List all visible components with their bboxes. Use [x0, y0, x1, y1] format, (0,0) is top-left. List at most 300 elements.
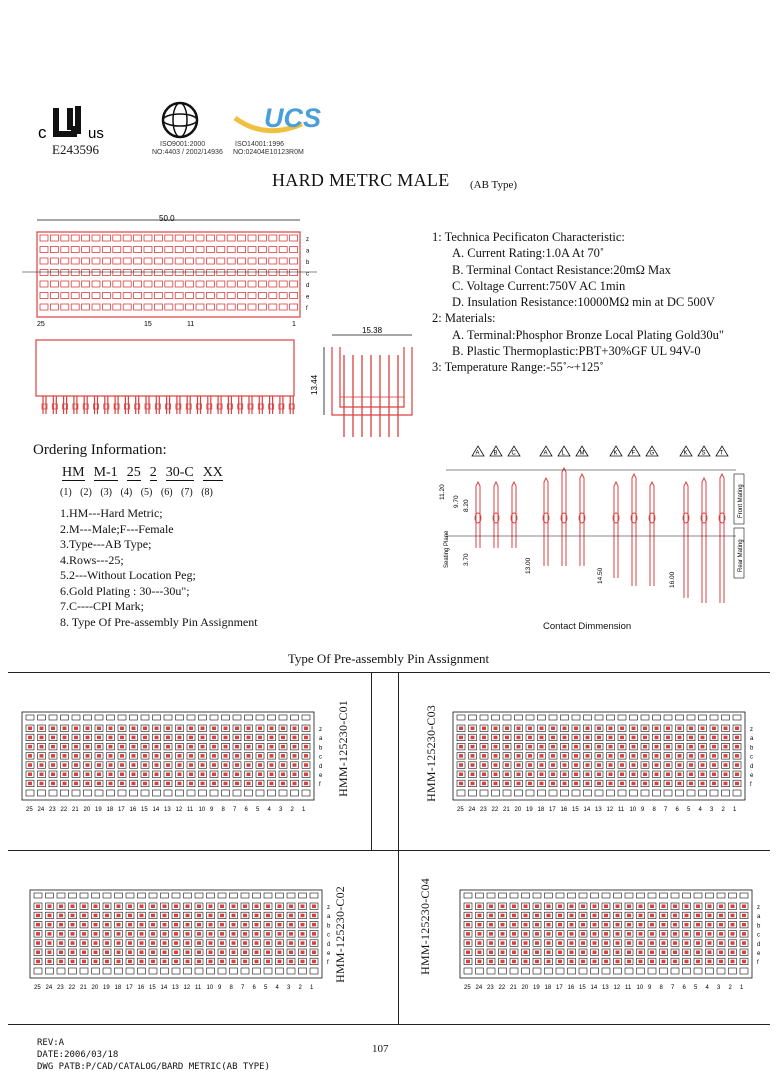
pin-dot: [36, 932, 40, 936]
pin-cell: [206, 304, 214, 310]
pin-dot: [151, 951, 155, 955]
panel-column-label: 11: [187, 807, 194, 813]
pin-dot: [666, 745, 670, 749]
pin-cell: [113, 258, 121, 264]
panel-top-slot: [522, 893, 530, 898]
panel-top-slot: [302, 715, 310, 720]
pin-dot: [105, 951, 109, 955]
panel-top-slot: [480, 715, 488, 720]
row-label: f: [306, 306, 308, 312]
pin-dot: [678, 727, 682, 731]
pin-dot: [501, 905, 505, 909]
pin-dot: [662, 951, 666, 955]
pin-dot: [174, 914, 178, 918]
pin-dot: [742, 905, 746, 909]
pin-dot: [673, 932, 677, 936]
pin-dot: [627, 960, 631, 964]
pin-dot: [696, 923, 700, 927]
panel-bottom-slot: [676, 790, 684, 796]
pin-cell: [238, 293, 246, 299]
column-label: 1: [292, 321, 296, 328]
pin-cell: [92, 270, 100, 276]
panel-bottom-slot: [161, 968, 169, 974]
pin-dot: [616, 951, 620, 955]
panel-row-label: a: [327, 914, 331, 921]
pin-dot: [574, 727, 578, 731]
pin-cell: [61, 235, 69, 241]
panel-bottom-slot: [533, 968, 541, 974]
pin-dot: [678, 736, 682, 740]
panel-top-slot: [699, 715, 707, 720]
pin-dot: [312, 914, 316, 918]
pin-dot: [312, 932, 316, 936]
pin-dot: [517, 782, 521, 786]
pin-dot: [501, 914, 505, 918]
pin-dot: [155, 727, 159, 731]
pin-dot: [639, 932, 643, 936]
pin-dot: [232, 932, 236, 936]
panel-bottom-slot: [515, 790, 523, 796]
pin-dot: [655, 773, 659, 777]
pin-cell: [279, 258, 287, 264]
pin-cell: [113, 270, 121, 276]
pin-cell: [154, 293, 162, 299]
pin-dot: [494, 782, 498, 786]
pin-dot: [59, 923, 63, 927]
dimension-height-label: 13.44: [310, 374, 319, 395]
pin-cell: [206, 293, 214, 299]
contact-pin: [544, 478, 548, 566]
contact-marker-label: F: [631, 450, 636, 457]
pin-dot: [63, 773, 67, 777]
pin-dot: [731, 923, 735, 927]
panel-bottom-slot: [230, 968, 238, 974]
panel-column-label: 11: [625, 985, 632, 991]
pin-dot: [742, 932, 746, 936]
spec-temperature: 3: Temperature Range:-55˚~+125˚: [432, 360, 604, 375]
pin-dot: [140, 941, 144, 945]
pin-assignment-heading: Type Of Pre-assembly Pin Assignment: [287, 651, 490, 666]
pin-dot: [155, 763, 159, 767]
pin-dot: [178, 754, 182, 758]
pin-dot: [471, 754, 475, 758]
panel-top-slot: [138, 893, 146, 898]
panel-top-slot: [61, 715, 69, 720]
pin-dot: [281, 745, 285, 749]
pin-dot: [505, 763, 509, 767]
pin-cell: [134, 293, 142, 299]
panel-column-label: 2: [298, 985, 302, 991]
panel-column-label: 17: [118, 807, 125, 813]
pin-dot: [235, 754, 239, 758]
pin-cell: [279, 293, 287, 299]
pin-dot: [59, 951, 63, 955]
panel-top-slot: [218, 893, 226, 898]
pin-cell: [134, 281, 142, 287]
pin-dot: [666, 773, 670, 777]
pin-cell: [196, 235, 204, 241]
pin-dot: [224, 745, 228, 749]
panel-row-label: f: [750, 782, 752, 789]
pin-dot: [701, 763, 705, 767]
pin-cell: [102, 270, 110, 276]
pin-dot: [609, 736, 613, 740]
pin-dot: [312, 923, 316, 927]
pin-dot: [632, 773, 636, 777]
panel-column-label: 9: [210, 807, 214, 813]
contact-marker-label: A: [475, 450, 480, 457]
pin-dot: [258, 745, 262, 749]
pin-dot: [574, 782, 578, 786]
pin-dot: [696, 914, 700, 918]
pin-dot: [505, 736, 509, 740]
pin-panel-c02: [30, 890, 330, 992]
contact-pin: [720, 474, 724, 603]
pin-dot: [71, 932, 75, 936]
pin-cell: [186, 270, 194, 276]
panel-bottom-slot: [287, 968, 295, 974]
pin-dot: [501, 951, 505, 955]
panel-top-slot: [653, 715, 661, 720]
pin-cell: [227, 304, 235, 310]
panel-column-label: 24: [45, 985, 53, 991]
code-part: HM: [62, 465, 85, 480]
panel-column-label: 19: [95, 807, 102, 813]
pin-dot: [63, 754, 67, 758]
pin-dot: [558, 960, 562, 964]
pin-dot: [59, 914, 63, 918]
panel-top-slot: [72, 715, 80, 720]
panel-bottom-slot: [245, 790, 253, 796]
panel-column-label: 3: [717, 985, 721, 991]
pin-dot: [586, 773, 590, 777]
panel-top-slot: [687, 715, 695, 720]
pin-dot: [719, 923, 723, 927]
pin-dot: [289, 960, 293, 964]
pin-dot: [105, 923, 109, 927]
pin-dot: [689, 727, 693, 731]
pin-cell: [134, 270, 142, 276]
pin-dot: [59, 960, 63, 964]
pin-cell: [61, 258, 69, 264]
pin-dot: [616, 941, 620, 945]
pin-dot: [620, 727, 624, 731]
pin-dot: [459, 782, 463, 786]
pin-dot: [517, 736, 521, 740]
pin-cell: [144, 304, 152, 310]
pin-dot: [109, 727, 113, 731]
pin-dot: [163, 941, 167, 945]
pin-dot: [528, 736, 532, 740]
panel-row-label: z: [757, 905, 760, 911]
panel-bottom-slot: [141, 790, 149, 796]
panel-column-label: 16: [137, 985, 145, 991]
pin-dot: [232, 960, 236, 964]
pin-dot: [278, 932, 282, 936]
pin-dot: [51, 782, 55, 786]
pin-dot: [36, 941, 40, 945]
pin-dot: [220, 932, 224, 936]
panel-bottom-slot: [637, 968, 645, 974]
pin-dot: [627, 923, 631, 927]
pin-dot: [74, 773, 78, 777]
panel-column-label: 22: [68, 985, 76, 991]
panel-top-slot: [618, 715, 626, 720]
pin-dot: [593, 914, 597, 918]
pin-cell: [50, 270, 58, 276]
panel-column-label: 14: [152, 807, 160, 813]
panel-bottom-slot: [630, 790, 638, 796]
code-part: M-1: [93, 465, 118, 480]
pin-dot: [189, 727, 193, 731]
pin-dot: [731, 914, 735, 918]
globe-icon: [163, 103, 197, 137]
pin-dot: [586, 727, 590, 731]
panel-code-c01: HMM-125230-C01: [336, 700, 350, 797]
pin-dot: [478, 932, 482, 936]
pin-dot: [109, 782, 113, 786]
pin-dot: [36, 951, 40, 955]
pin-dot: [82, 905, 86, 909]
pin-dot: [517, 727, 521, 731]
pin-dot: [471, 782, 475, 786]
pin-dot: [558, 932, 562, 936]
pin-dot: [301, 960, 305, 964]
pin-dot: [604, 941, 608, 945]
pin-dot: [712, 745, 716, 749]
panel-top-slot: [46, 893, 54, 898]
pin-dot: [201, 763, 205, 767]
code-part: 30-C: [165, 465, 194, 480]
pin-dot: [97, 763, 101, 767]
panel-row-label: a: [757, 914, 761, 921]
pin-dot: [143, 754, 147, 758]
pin-dot: [489, 960, 493, 964]
pin-dot: [459, 763, 463, 767]
pin-dot: [528, 763, 532, 767]
spec-insulation: D. Insulation Resistance:10000MΩ min at DC 500V: [452, 295, 716, 310]
pin-dot: [528, 754, 532, 758]
panel-bottom-slot: [276, 968, 284, 974]
pin-cell: [258, 304, 266, 310]
pin-dot: [289, 905, 293, 909]
pin-panel-c01: [22, 712, 322, 814]
ucs-logo-text: UCS: [264, 103, 322, 133]
pin-dot: [278, 960, 282, 964]
panel-code-c02: HMM-125230-C02: [333, 886, 347, 983]
pin-cell: [248, 235, 256, 241]
pin-dot: [627, 951, 631, 955]
pin-dot: [266, 914, 270, 918]
pin-dot: [140, 932, 144, 936]
pin-dot: [512, 941, 516, 945]
panel-bottom-slot: [683, 968, 691, 974]
pin-dot: [270, 773, 274, 777]
pin-dot: [586, 782, 590, 786]
pin-dot: [574, 773, 578, 777]
pin-dot: [258, 782, 262, 786]
pin-dot: [36, 905, 40, 909]
panel-bottom-slot: [126, 968, 134, 974]
pin-dot: [94, 941, 98, 945]
pin-cell: [71, 293, 79, 299]
pin-dot: [243, 914, 247, 918]
panel-top-slot: [92, 893, 100, 898]
panel-row-label: a: [750, 736, 754, 743]
pin-dot: [547, 951, 551, 955]
pin-dot: [63, 763, 67, 767]
pin-dot: [243, 941, 247, 945]
pin-dot: [735, 782, 739, 786]
pin-dot: [86, 736, 90, 740]
panel-bottom-slot: [264, 968, 272, 974]
pin-cell: [165, 258, 173, 264]
pin-dot: [696, 932, 700, 936]
pin-dot: [604, 932, 608, 936]
pin-cell: [61, 270, 69, 276]
panel-column-label: 17: [556, 985, 563, 991]
panel-top-slot: [195, 893, 203, 898]
pin-dot: [735, 773, 739, 777]
panel-top-slot: [469, 715, 477, 720]
panel-column-label: 4: [705, 985, 709, 991]
code-num: (7): [181, 487, 193, 498]
pin-dot: [547, 905, 551, 909]
panel-top-slot: [126, 893, 134, 898]
pin-dot: [266, 932, 270, 936]
panel-bottom-slot: [522, 968, 530, 974]
pin-dot: [143, 773, 147, 777]
certification-logos: [30, 100, 340, 160]
pin-cell: [71, 258, 79, 264]
panel-top-slot: [487, 893, 495, 898]
divider: [8, 672, 770, 673]
pin-dot: [478, 905, 482, 909]
pin-dot: [471, 727, 475, 731]
pin-dot: [563, 736, 567, 740]
contact-dimension-value: 11.20: [439, 484, 446, 500]
pin-dot: [97, 736, 101, 740]
panel-bottom-slot: [602, 968, 610, 974]
pin-dot: [235, 782, 239, 786]
pin-dot: [178, 745, 182, 749]
pin-panel-c04: [460, 890, 760, 992]
panel-row-label: d: [757, 941, 761, 948]
ordering-list: [60, 506, 258, 630]
pin-dot: [666, 736, 670, 740]
pin-dot: [40, 727, 44, 731]
panel-top-slot: [538, 715, 546, 720]
panel-bottom-slot: [503, 790, 511, 796]
panel-top-slot: [591, 893, 599, 898]
pin-dot: [278, 914, 282, 918]
pin-dot: [471, 773, 475, 777]
pin-dot: [63, 745, 67, 749]
pin-dot: [685, 923, 689, 927]
pin-dot: [209, 932, 213, 936]
pin-dot: [466, 941, 470, 945]
spec-current: A. Current Rating:1.0A At 70˚: [452, 246, 605, 261]
panel-bottom-slot: [46, 968, 54, 974]
pin-dot: [643, 763, 647, 767]
pin-dot: [51, 763, 55, 767]
pin-dot: [270, 736, 274, 740]
pin-dot: [650, 941, 654, 945]
pin-dot: [551, 736, 555, 740]
pin-cell: [165, 247, 173, 253]
pin-dot: [678, 745, 682, 749]
panel-top-slot: [210, 715, 218, 720]
panel-column-label: 7: [671, 985, 675, 991]
panel-bottom-slot: [138, 968, 146, 974]
pin-dot: [563, 763, 567, 767]
pin-dot: [97, 773, 101, 777]
pin-dot: [478, 960, 482, 964]
pin-dot: [643, 754, 647, 758]
pin-dot: [586, 745, 590, 749]
pin-dot: [719, 960, 723, 964]
pin-dot: [742, 914, 746, 918]
panel-column-label: 8: [229, 985, 233, 991]
pin-dot: [109, 745, 113, 749]
pin-dot: [639, 960, 643, 964]
pin-dot: [301, 951, 305, 955]
panel-row-label: e: [750, 773, 754, 779]
pin-dot: [232, 914, 236, 918]
spec-heading-1: 1: Technica Pecificaton Characteristic:: [432, 230, 625, 244]
divider: [371, 672, 372, 850]
panel-bottom-slot: [199, 790, 207, 796]
panel-row-label: e: [319, 773, 323, 779]
pin-cell: [40, 247, 48, 253]
panel-row-label: f: [327, 960, 329, 967]
panel-top-slot: [291, 715, 299, 720]
pin-dot: [312, 941, 316, 945]
pin-dot: [212, 754, 216, 758]
pin-dot: [189, 782, 193, 786]
panel-row-label: c: [750, 754, 753, 761]
pin-dot: [597, 782, 601, 786]
pin-dot: [63, 782, 67, 786]
pin-dot: [82, 951, 86, 955]
pin-dot: [494, 754, 498, 758]
pin-dot: [243, 951, 247, 955]
pin-dot: [212, 745, 216, 749]
pin-dot: [40, 773, 44, 777]
pin-dot: [494, 763, 498, 767]
pin-dot: [232, 941, 236, 945]
pin-cell: [154, 247, 162, 253]
pin-cell: [248, 247, 256, 253]
pin-cell: [217, 293, 225, 299]
pin-dot: [281, 782, 285, 786]
panel-column-label: 3: [710, 807, 714, 813]
panel-top-slot: [299, 893, 307, 898]
pin-cell: [113, 304, 121, 310]
panel-column-label: 17: [549, 807, 556, 813]
pin-dot: [97, 782, 101, 786]
pin-dot: [731, 941, 735, 945]
panel-top-slot: [199, 715, 207, 720]
contact-pin: [476, 482, 480, 548]
pin-dot: [586, 754, 590, 758]
contact-marker-label: G: [649, 450, 655, 457]
pin-cell: [154, 304, 162, 310]
panel-top-slot: [164, 715, 172, 720]
pin-dot: [505, 773, 509, 777]
pin-dot: [650, 932, 654, 936]
panel-top-slot: [141, 715, 149, 720]
